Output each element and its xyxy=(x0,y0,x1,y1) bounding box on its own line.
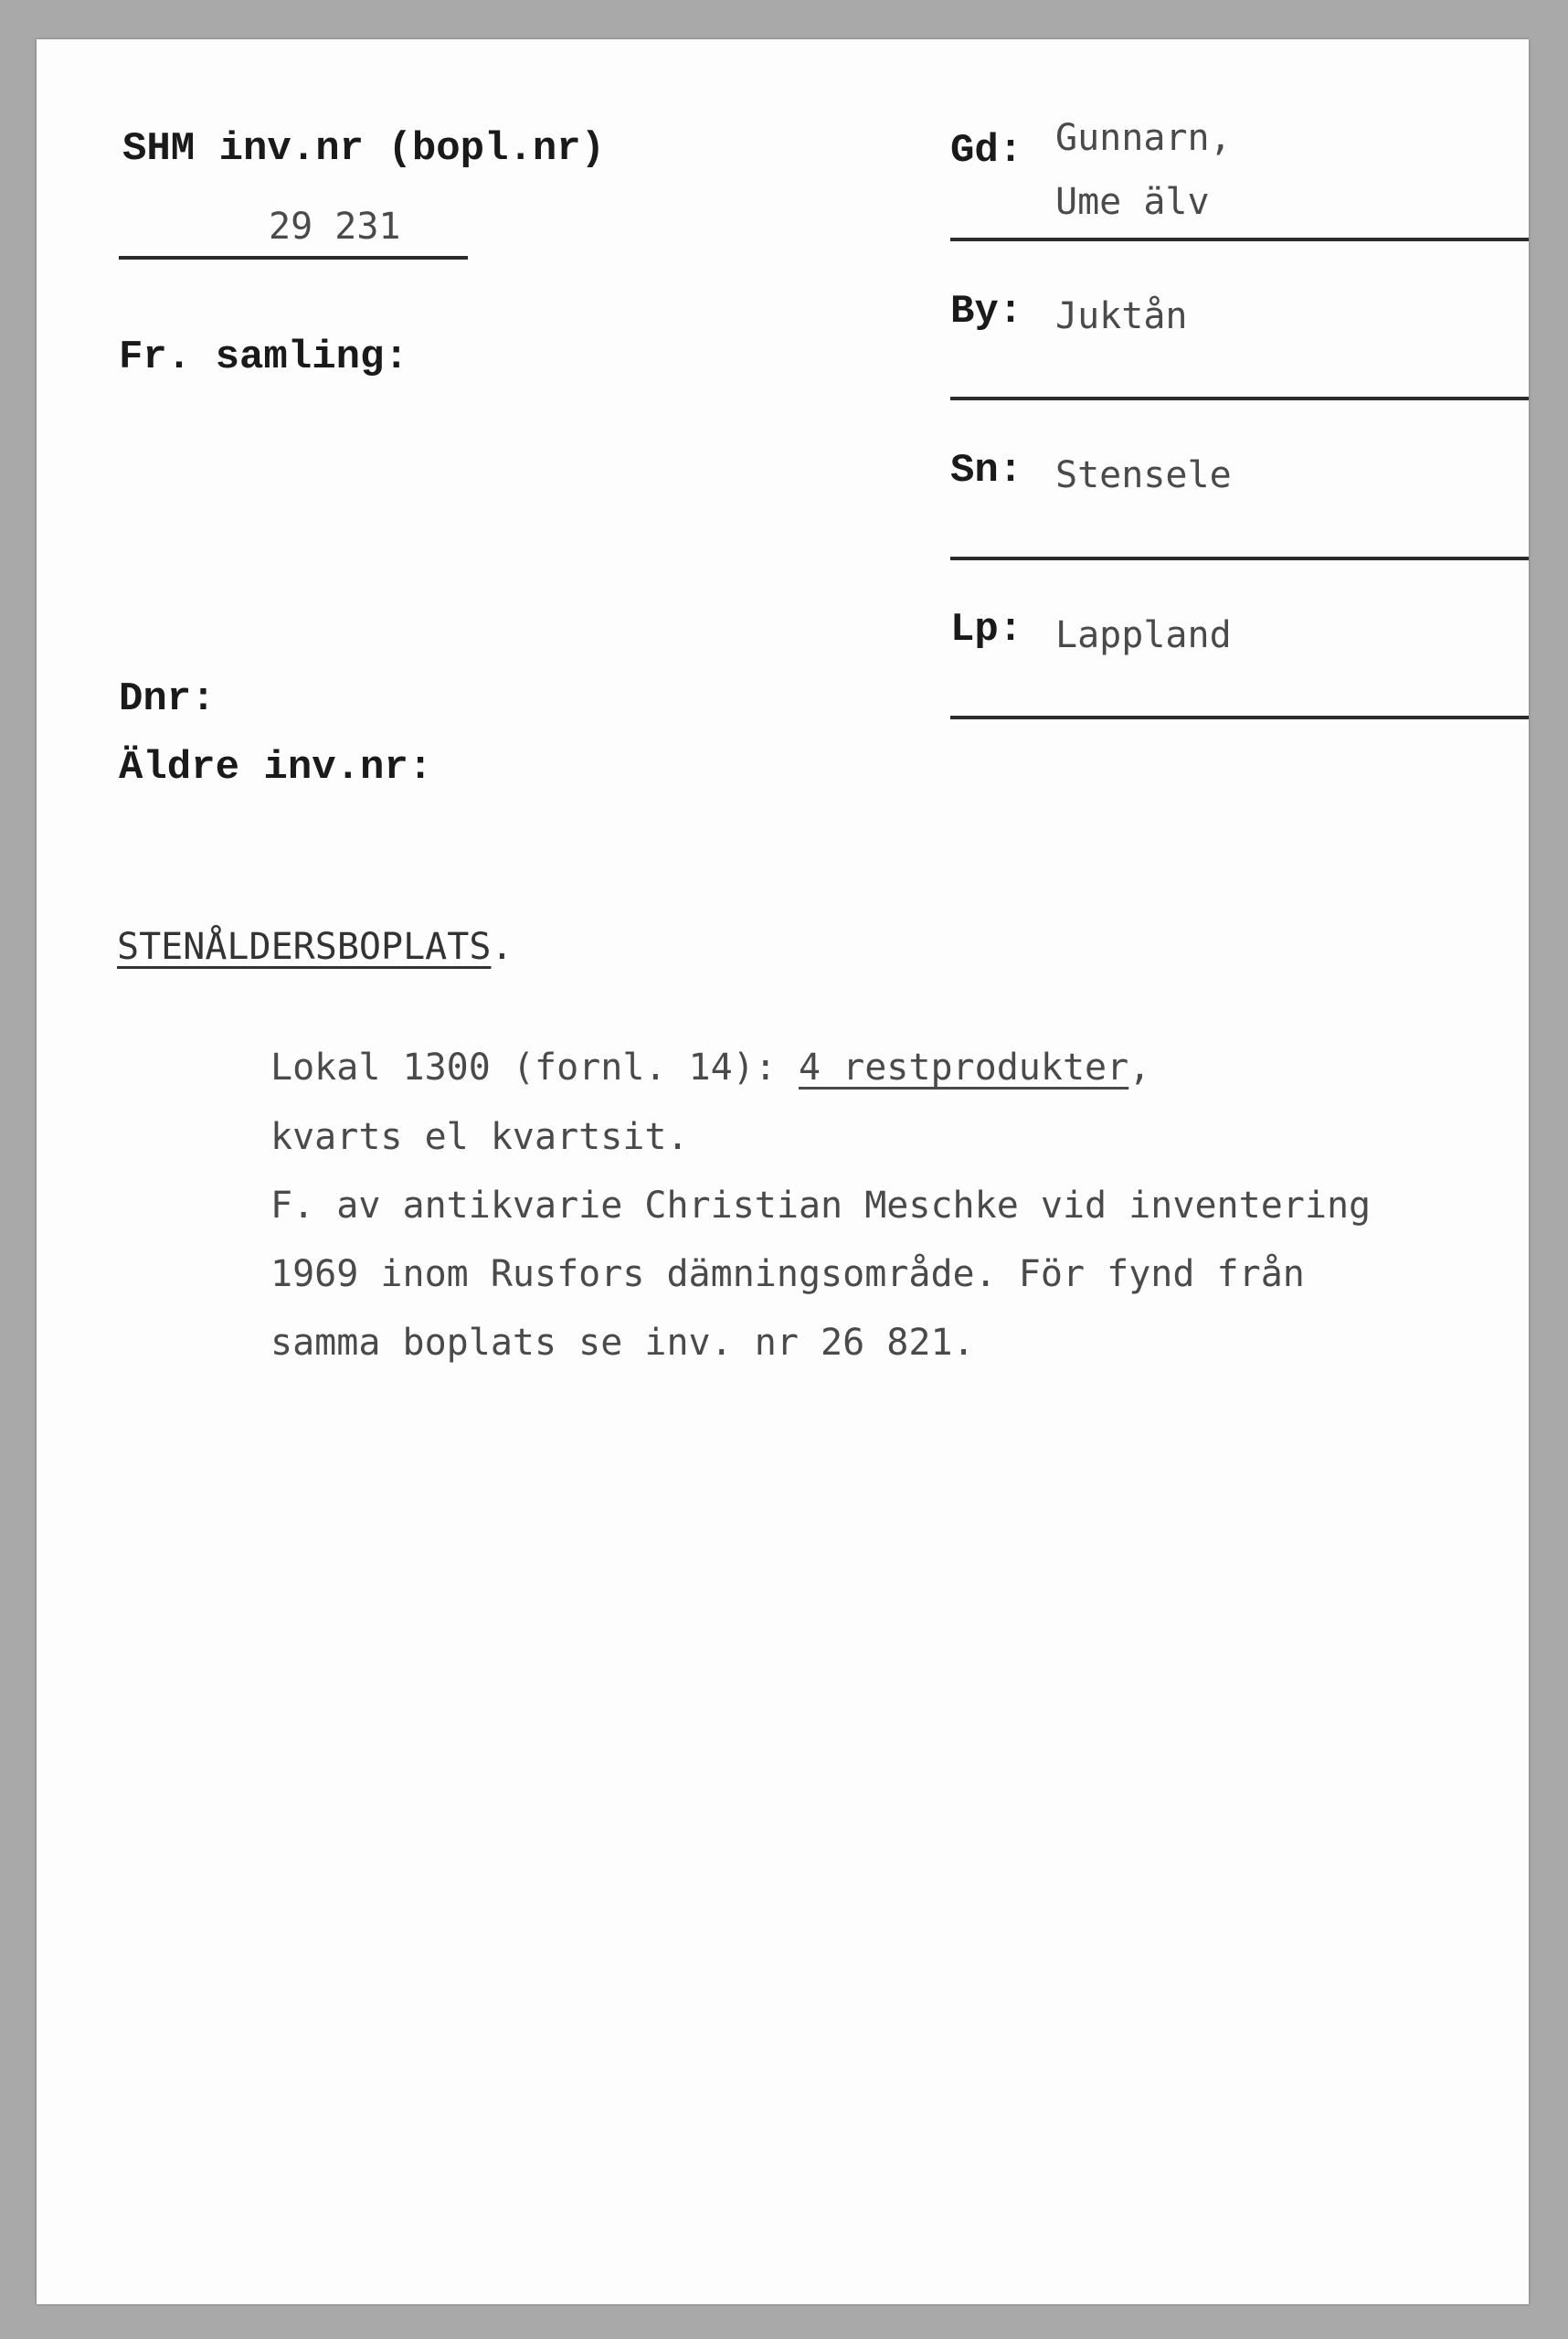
by-value: Juktån xyxy=(1055,295,1188,337)
lp-label: Lp: xyxy=(950,607,1023,653)
line1-underlined: 4 restprodukter xyxy=(798,1047,1129,1089)
inv-nr-underline xyxy=(119,256,468,260)
by-label: By: xyxy=(950,289,1023,335)
description-line-2: kvarts el kvartsit. xyxy=(270,1116,689,1158)
line1-prefix: Lokal 1300 (fornl. 14): xyxy=(270,1047,799,1089)
description-line-1 xyxy=(270,1047,1151,1089)
dnr-label: Dnr: xyxy=(119,676,216,722)
description-heading xyxy=(117,926,514,968)
gd-value-line1: Gunnarn, xyxy=(1055,117,1232,159)
heading-suffix: . xyxy=(491,926,514,968)
description-line-5: samma boplats se inv. nr 26 821. xyxy=(270,1322,975,1364)
lp-divider xyxy=(950,716,1529,719)
aldre-inv-nr-label: Äldre inv.nr: xyxy=(119,745,433,791)
gd-value-line2: Ume älv xyxy=(1055,181,1210,223)
sn-label: Sn: xyxy=(950,448,1023,494)
inv-nr-label: SHM inv.nr (bopl.nr) xyxy=(122,126,606,172)
catalog-card xyxy=(37,39,1529,2304)
description-line-4: 1969 inom Rusfors dämningsområde. För fynd från xyxy=(270,1253,1305,1295)
line1-suffix: , xyxy=(1128,1047,1151,1089)
gd-divider xyxy=(950,238,1529,241)
sn-divider xyxy=(950,557,1529,560)
sn-value: Stensele xyxy=(1055,454,1232,496)
description-line-3: F. av antikvarie Christian Meschke vid inventering xyxy=(270,1185,1372,1227)
gd-label: Gd: xyxy=(950,128,1023,174)
heading-text: STENÅLDERSBOPLATS xyxy=(117,926,492,968)
lp-value: Lappland xyxy=(1055,614,1232,656)
inv-nr-value: 29 231 xyxy=(269,206,401,248)
fr-samling-label: Fr. samling: xyxy=(119,335,408,380)
by-divider xyxy=(950,397,1529,400)
